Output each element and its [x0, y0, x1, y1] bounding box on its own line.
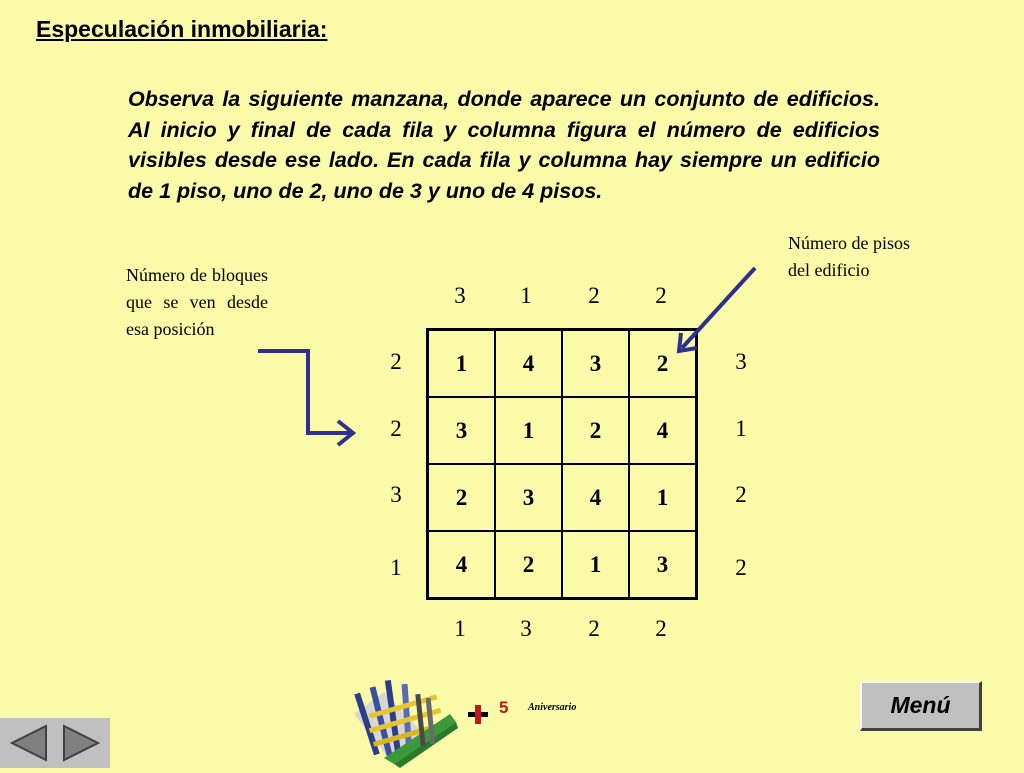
- arrow-to-left-clue-icon: [258, 351, 353, 445]
- clue-bottom-1: 1: [454, 616, 466, 641]
- navigation-bar: [0, 718, 110, 768]
- clue-right-2: 1: [735, 416, 747, 441]
- clue-bottom-2: 3: [520, 616, 532, 641]
- grid-cell: 2: [629, 330, 696, 397]
- clue-left-2: 2: [390, 416, 402, 441]
- logo-number: 5: [499, 698, 509, 717]
- triangle-right-icon: [55, 718, 110, 768]
- grid-cell: 2: [562, 397, 629, 464]
- note-visible-blocks: Número de bloques que se ven desde esa posición: [126, 265, 268, 339]
- logo-bars-icon: [354, 680, 458, 768]
- grid-cell: 3: [629, 531, 696, 598]
- clue-right-1: 3: [735, 349, 747, 374]
- clue-left-1: 2: [390, 349, 402, 374]
- clue-right-3: 2: [735, 482, 747, 507]
- grid-cell: 1: [562, 531, 629, 598]
- forward-button[interactable]: [55, 718, 110, 768]
- logo-text: Aniversario: [528, 702, 577, 713]
- clue-top-2: 1: [520, 283, 532, 308]
- logo-plus-icon: [468, 705, 488, 724]
- clue-left-4: 1: [390, 555, 402, 580]
- grid-cell: 1: [629, 464, 696, 531]
- clue-right-4: 2: [735, 555, 747, 580]
- note-building-floors: Número de pisos del edificio: [788, 233, 910, 280]
- grid-cell: 1: [428, 330, 495, 397]
- grid-cell: 3: [428, 397, 495, 464]
- triangle-left-icon: [0, 718, 55, 768]
- grid-cell: 4: [562, 464, 629, 531]
- building-grid: [426, 328, 698, 600]
- page-title: Especulación inmobiliaria:: [36, 16, 328, 42]
- grid-cell: 2: [428, 464, 495, 531]
- intro-paragraph: Observa la siguiente manzana, donde aparece un conjunto de edificios. Al inicio y final de cada fila y columna figura el número de edificios visibles desde ese lado. En cada fila y columna hay siempre un edificio de 1 piso, uno de 2, uno de 3 y uno de 4 pisos.: [128, 87, 880, 203]
- grid-cell: 4: [495, 330, 562, 397]
- anniversary-logo: [354, 674, 594, 768]
- menu-button[interactable]: Menú: [860, 681, 982, 731]
- grid-cell: 1: [495, 397, 562, 464]
- clue-top-1: 3: [454, 283, 466, 308]
- clue-bottom-3: 2: [588, 616, 600, 641]
- grid-cell: 4: [428, 531, 495, 598]
- back-button[interactable]: [0, 718, 55, 768]
- clue-left-3: 3: [390, 482, 402, 507]
- grid-cell: 3: [562, 330, 629, 397]
- clue-bottom-4: 2: [655, 616, 667, 641]
- grid-cell: 4: [629, 397, 696, 464]
- clue-top-4: 2: [655, 283, 667, 308]
- clue-top-3: 2: [588, 283, 600, 308]
- grid-cell: 3: [495, 464, 562, 531]
- grid-cell: 2: [495, 531, 562, 598]
